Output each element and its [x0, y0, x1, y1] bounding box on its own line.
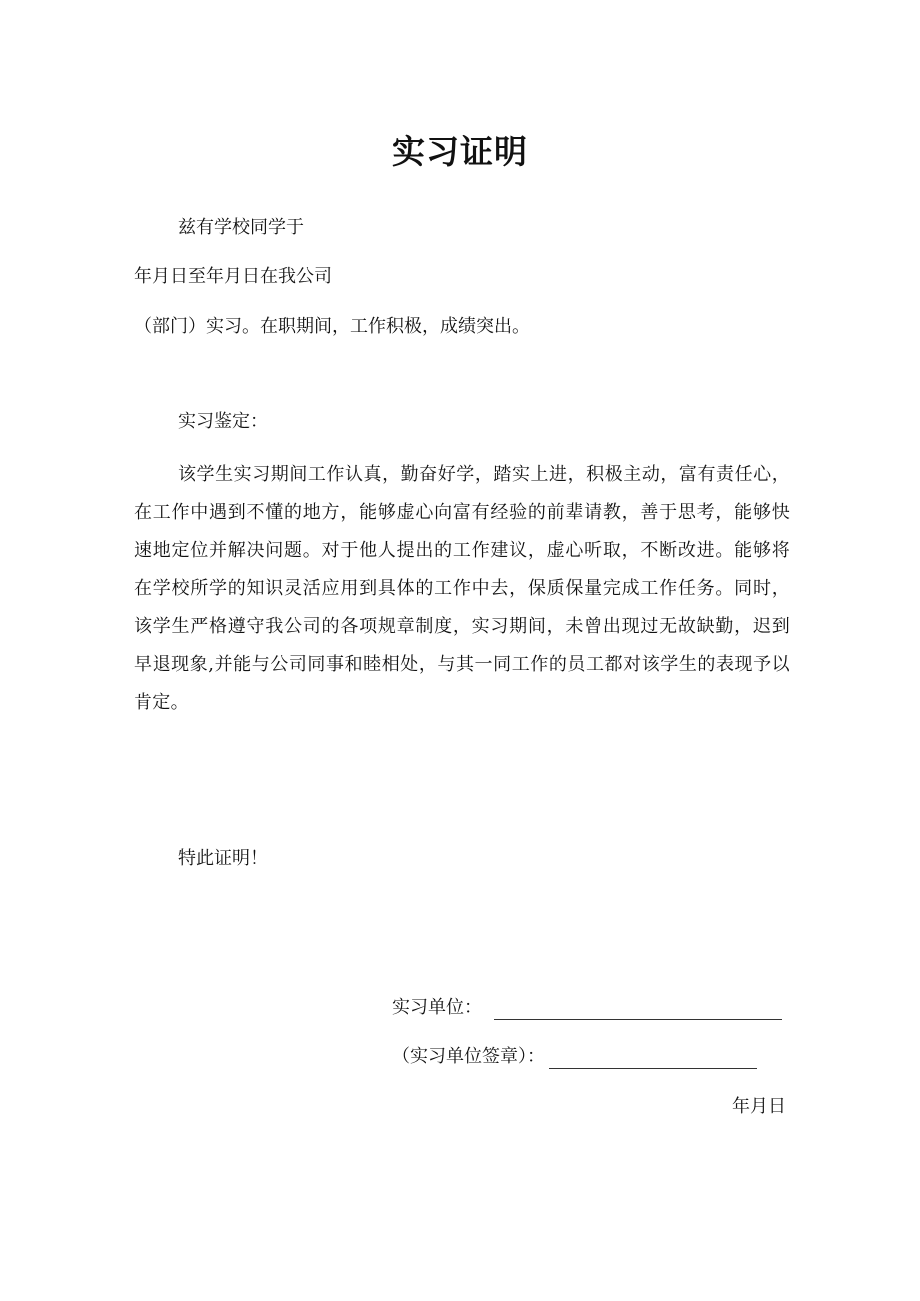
appraisal-heading: 实习鉴定： — [178, 411, 268, 432]
seal-blank-line[interactable] — [549, 1050, 757, 1069]
document-title: 实习证明 — [392, 132, 528, 171]
unit-label: 实习单位： — [392, 997, 482, 1018]
signature-seal-row — [392, 1045, 757, 1069]
signature-unit-row — [392, 996, 782, 1020]
intro-line-3: （部门）实习。在职期间，工作积极，成绩突出。 — [134, 316, 530, 337]
intro-line-1: 兹有学校同学于 — [178, 217, 304, 238]
signature-date: 年月日 — [732, 1096, 786, 1117]
intro-line-2: 年月日至年月日在我公司 — [134, 266, 332, 287]
appraisal-body: 该学生实习期间工作认真，勤奋好学，踏实上进，积极主动，富有责任心，在工作中遇到不懂的地方，能够虚心向富有经验的前辈请教，善于思考，能够快速地定位并解决问题。对于他人提出的工作建议，虚心听取，不断改进。能够将在学校所学的知识灵活应用到具体的工作中去，保质保量完成工作任务。同时，该学生严格遵守我公司的各项规章制度，实习期间，未曾出现过无故缺勤，迟到早退现象,并能与公司同事和睦相处，与其一同工作的员工都对该学生的表现予以肯定。 — [134, 464, 790, 713]
closing-statement: 特此证明！ — [178, 848, 268, 869]
seal-label: （实习单位签章）： — [392, 1046, 545, 1067]
unit-blank-line[interactable] — [494, 1001, 782, 1020]
